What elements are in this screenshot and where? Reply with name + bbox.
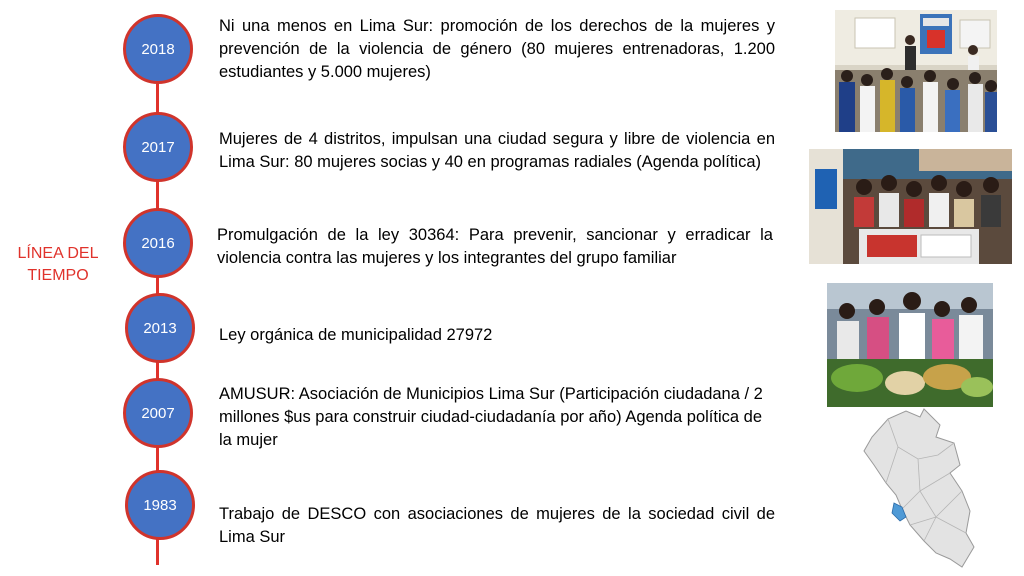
year-node-2007: 2007 (123, 378, 193, 448)
event-text-2007: AMUSUR: Asociación de Municipios Lima Sur (Participación ciudadana / 2 millones $us para construir ciudad-ciudadanía por año) Agenda política de la mujer (219, 385, 763, 449)
year-node-2017: 2017 (123, 112, 193, 182)
photo-classroom (835, 10, 997, 132)
peru-map-icon (858, 407, 978, 572)
event-text-2018: Ni una menos en Lima Sur: promoción de los derechos de la mujeres y prevención de la violencia de género (80 mujeres entrenadoras, 1.200 estudiantes y 5.000 mujeres) (219, 17, 775, 81)
event-text-2013: Ley orgánica de municipalidad 27972 (219, 326, 493, 344)
timeline-title: LÍNEA DEL TIEMPO (17, 245, 99, 284)
year-node-2013: 2013 (125, 293, 195, 363)
photo-women-food (827, 283, 993, 407)
year-node-2018: 2018 (123, 14, 193, 84)
event-text-2016: Promulgación de la ley 30364: Para prevenir, sancionar y erradicar la violencia contra las mujeres y los integrantes del grupo familiar (217, 226, 773, 267)
event-text-2017: Mujeres de 4 distritos, impulsan una ciudad segura y libre de violencia en Lima Sur: 80 mujeres socias y 40 en programas radiales (Agenda política) (219, 130, 775, 171)
event-text-1983: Trabajo de DESCO con asociaciones de mujeres de la sociedad civil de Lima Sur (219, 505, 775, 546)
year-node-1983: 1983 (125, 470, 195, 540)
year-node-2016: 2016 (123, 208, 193, 278)
photo-meeting (809, 149, 1012, 264)
